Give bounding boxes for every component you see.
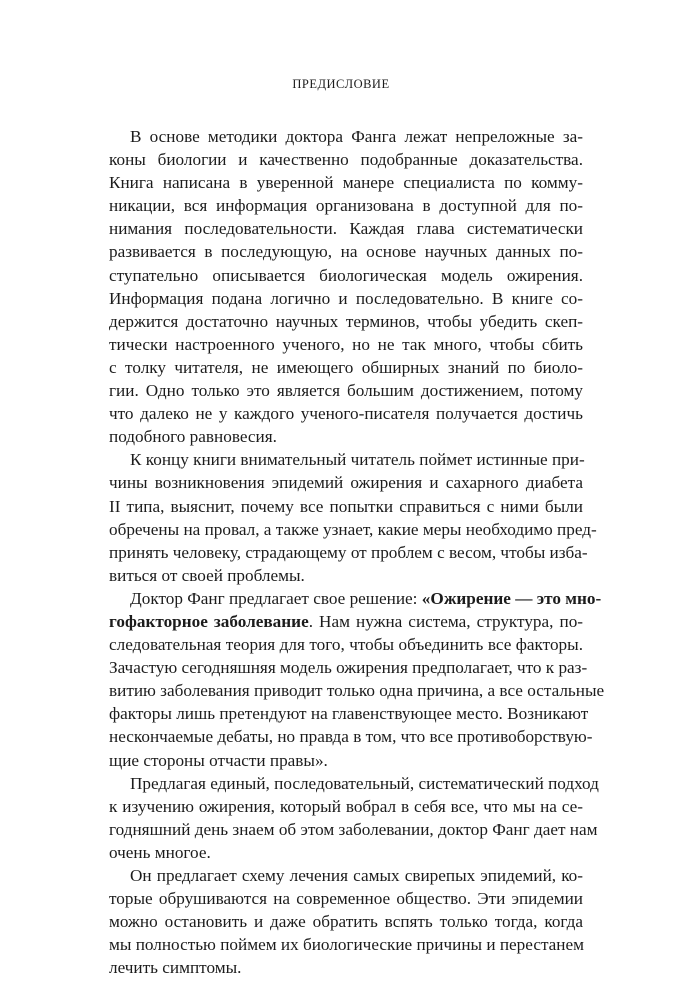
text-line: обречены на провал, а также узнает, какие меры необходимо пред-: [109, 519, 597, 539]
text-line: нескончаемые дебаты, но правда в том, что все противоборствую-: [109, 727, 593, 747]
text-line: [109, 587, 602, 610]
text-line: щие стороны отчасти правы».: [109, 750, 328, 770]
text-line: к изучению ожирения, который вобрал в себя все, что мы на се-: [109, 796, 583, 816]
text-line: [109, 610, 583, 633]
text-line: гии. Одно только это является большим достижением, потому: [109, 381, 583, 401]
text-line: тически настроенного ученого, но не так много, чтобы сбить: [109, 334, 583, 354]
text-line: что далеко не у каждого ученого-писателя получается достичь: [109, 404, 583, 424]
bold-quote-start: «Ожирение — это мно-: [421, 588, 602, 608]
text-line: витию заболевания приводит только одна причина, а все остальные: [109, 681, 605, 701]
paragraph-3: [109, 587, 605, 772]
text-line: можно остановить и даже обратить вспять только тогда, когда: [109, 912, 583, 932]
text-line: развивается в последующую, на основе научных данных по-: [109, 242, 583, 262]
paragraph-1: [109, 125, 583, 448]
text-line: Книга написана в уверенной манере специалиста по комму-: [109, 173, 583, 193]
text-line: II типа, выяснит, почему все попытки справиться с ними были: [109, 496, 583, 516]
text-line: К концу книги внимательный читатель поймет истинные при-: [130, 450, 585, 470]
text-line: виться от своей проблемы.: [109, 565, 305, 585]
text-run: . Нам нужна система, структура, по-: [308, 611, 584, 631]
text-line: очень многое.: [109, 842, 211, 862]
text-line: с толку читателя, не имеющего обширных знаний по биоло-: [109, 357, 583, 377]
text-line: чины возникновения эпидемий ожирения и сахарного диабета: [109, 473, 583, 493]
text-line: принять человеку, страдающему от проблем с весом, чтобы изба-: [109, 542, 588, 562]
text-line: лечить симптомы.: [109, 958, 242, 978]
text-line: никации, вся информация организована в доступной для по-: [109, 196, 583, 216]
text-line: Информация подана логично и последовательно. В книге со-: [109, 288, 583, 308]
text-line: нимания последовательности. Каждая глава систематически: [109, 219, 583, 239]
text-line: коны биологии и качественно подобранные доказательства.: [109, 150, 583, 170]
paragraph-2: [109, 448, 597, 587]
text-line: Предлагая единый, последовательный, систематический подход: [130, 773, 599, 793]
paragraph-4: [109, 772, 599, 864]
paragraph-5: [109, 864, 583, 979]
text-line: мы полностью поймем их биологические причины и перестанем: [109, 935, 585, 955]
text-line: подобного равновесия.: [109, 427, 277, 447]
text-run: Доктор Фанг предлагает свое решение:: [130, 588, 422, 608]
text-line: торые обрушиваются на современное общество. Эти эпидемии: [109, 889, 583, 909]
text-line: годняшний день знаем об этом заболевании, доктор Фанг дает нам: [109, 819, 598, 839]
text-line: ступательно описывается биологическая модель ожирения.: [109, 265, 583, 285]
body-text: [109, 125, 605, 979]
text-line: держится достаточно научных терминов, чтобы убедить скеп-: [109, 311, 583, 331]
text-line: В основе методики доктора Фанга лежат непреложные за-: [130, 127, 583, 146]
text-line: следовательная теория для того, чтобы объединить все факторы.: [109, 635, 583, 655]
bold-quote-end: гофакторное заболевание: [109, 611, 309, 631]
running-head: ПРЕДИСЛОВИЕ: [292, 77, 390, 91]
text-line: Зачастую сегодняшняя модель ожирения предполагает, что к раз-: [109, 658, 588, 678]
text-line: факторы лишь претендуют на главенствующее место. Возникают: [109, 704, 589, 724]
text-line: Он предлагает схему лечения самых свирепых эпидемий, ко-: [130, 866, 583, 885]
